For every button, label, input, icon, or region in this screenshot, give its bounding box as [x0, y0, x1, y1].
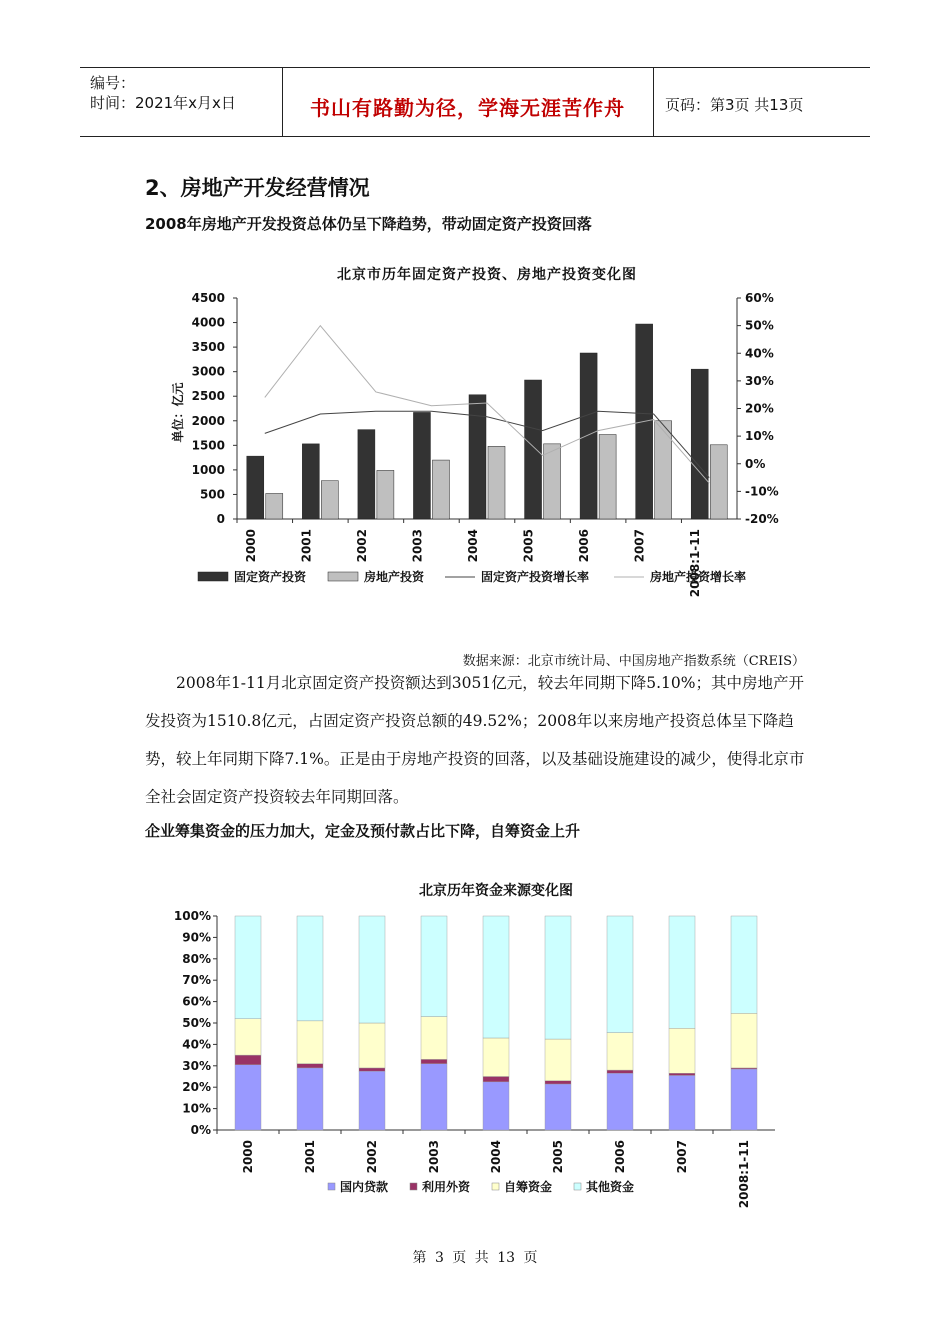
chart2-y-tick-label: 30%: [182, 1058, 211, 1073]
page-header: [80, 67, 870, 137]
chart1-bar-fixed-asset: [413, 412, 430, 519]
chart1-bar-fixed-asset: [247, 456, 264, 519]
chart2-bar-segment-2: [669, 1028, 695, 1073]
chart2-y-tick-label: 60%: [182, 994, 211, 1009]
chart1-title: 北京市历年固定资产投资、房地产投资变化图: [337, 267, 637, 283]
chart2-bar-segment-0: [669, 1075, 695, 1130]
chart2-legend-swatch: [410, 1183, 417, 1190]
chart2-bar-segment-0: [545, 1084, 571, 1130]
chart2-bar-segment-3: [669, 916, 695, 1028]
chart2-y-tick-label: 10%: [182, 1101, 211, 1116]
chart2-bar-segment-1: [545, 1081, 571, 1084]
chart2-y-tick-label: 40%: [182, 1037, 211, 1052]
chart2-bar-segment-2: [607, 1033, 633, 1070]
chart2-legend-label: 自筹资金: [504, 1180, 553, 1194]
chart2-bar-segment-0: [297, 1068, 323, 1130]
chart2-bar-segment-3: [545, 916, 571, 1039]
chart2-bar-segment-3: [731, 916, 757, 1013]
chart1-legend-label: 固定资产投资增长率: [481, 570, 590, 584]
chart1-right-tick-label: -10%: [745, 484, 779, 499]
chart2-bar-segment-2: [545, 1039, 571, 1081]
chart2-bar-segment-2: [359, 1023, 385, 1068]
chart2-bar-segment-2: [483, 1038, 509, 1077]
chart1-legend-label: 固定资产投资: [234, 570, 307, 584]
chart1-left-tick-label: 4000: [191, 315, 225, 330]
chart1-x-tick-label: 2005: [521, 529, 536, 563]
chart1-left-tick-label: 4500: [191, 291, 225, 305]
chart1-right-tick-label: 0%: [745, 456, 766, 471]
chart2-y-tick-label: 70%: [182, 973, 211, 988]
chart2-x-tick-label: 2001: [303, 1140, 317, 1174]
chart2-x-tick-label: 2008:1-11: [737, 1140, 751, 1209]
chart2-bar-segment-1: [359, 1068, 385, 1071]
chart1-bar-fixed-asset: [358, 430, 375, 519]
chart1-right-tick-label: 30%: [745, 373, 774, 388]
chart1-y-axis-label: 单位：亿元: [171, 382, 185, 443]
chart2-bar-segment-2: [297, 1021, 323, 1064]
chart2-y-tick-label: 20%: [182, 1080, 211, 1095]
chart2-y-tick-label: 50%: [182, 1016, 211, 1030]
chart2-legend-swatch: [492, 1183, 499, 1190]
chart1-x-tick-label: 2004: [466, 529, 480, 563]
chart1-right-tick-label: 40%: [745, 346, 774, 361]
chart1-bar-real-estate: [377, 470, 394, 519]
header-left-cell: [80, 68, 283, 136]
chart1-legend-label: 房地产投资增长率: [650, 570, 747, 584]
body-paragraph: 2008年1-11月北京固定资产投资额达到3051亿元，较去年同期下降5.10%；其中房地产开发投资为1510.8亿元，占固定资产投资总额的49.52%；2008年以来房地产投资总体呈下降趋势，较上年同期下降7.1%。正是由于房地产投资的回落，以及基础设施建设的减少，使得北京市全社会固定资产投资较去年同期回落。: [145, 674, 805, 806]
chart1-left-tick-label: 2000: [191, 413, 225, 428]
chart2-legend-label: 国内贷款: [340, 1180, 389, 1194]
chart1-x-tick-label: 2001: [299, 529, 314, 563]
chart1-left-tick-label: 500: [199, 487, 225, 502]
chart1-bar-real-estate: [266, 493, 283, 519]
chart1-bar-real-estate: [655, 421, 672, 519]
page-footer: 第 3 页 共 13 页: [412, 1250, 538, 1266]
chart2-bar-segment-0: [421, 1064, 447, 1130]
chart1-x-tick-label: 2006: [577, 529, 592, 563]
chart1-left-tick-label: 2500: [191, 389, 225, 404]
chart2-bar-segment-1: [421, 1059, 447, 1063]
chart1-x-tick-label: 2003: [410, 529, 425, 563]
chart1-bar-real-estate: [599, 435, 616, 519]
chart2-bar-segment-1: [607, 1070, 633, 1073]
chart1-x-tick-label: 2002: [354, 529, 369, 563]
chart1-bar-fixed-asset: [469, 395, 486, 519]
investment-chart: [160, 255, 800, 600]
chart1-bar-real-estate: [544, 444, 561, 519]
section-title: 2、房地产开发经营情况: [145, 176, 370, 200]
header-middle-cell: [282, 68, 654, 136]
chart1-left-tick-label: 0: [216, 512, 225, 526]
chart2-x-tick-label: 2002: [365, 1140, 379, 1174]
chart1-legend-label: 房地产投资: [364, 570, 425, 584]
chart2-bar-segment-0: [235, 1065, 261, 1130]
chart2-bar-segment-2: [421, 1017, 447, 1060]
chart2-x-tick-label: 2003: [427, 1140, 441, 1174]
chart1-bar-fixed-asset: [525, 380, 542, 519]
chart2-bar-segment-0: [607, 1073, 633, 1130]
chart1-bar-real-estate: [710, 445, 727, 519]
chart2-x-tick-label: 2004: [489, 1140, 503, 1174]
chart1-right-tick-label: 60%: [745, 291, 774, 305]
chart1-x-tick-label: 2000: [243, 529, 258, 563]
header-page-info: 页码：第3页 共13页: [665, 96, 804, 114]
data-source-note: 数据来源：北京市统计局、中国房地产指数系统（CREIS）: [462, 654, 805, 669]
fund-source-chart: [160, 875, 800, 1215]
chart1-bar-fixed-asset: [302, 444, 319, 519]
chart2-bar-segment-1: [297, 1064, 323, 1068]
chart2-x-tick-label: 2006: [613, 1140, 627, 1174]
header-motto: 书山有路勤为径，学海无涯苦作舟: [310, 96, 625, 120]
document-code-label: 编号：: [90, 74, 136, 92]
chart2-bar-segment-1: [669, 1073, 695, 1075]
chart1-right-tick-label: 20%: [745, 401, 774, 416]
chart2-bar-segment-3: [607, 916, 633, 1033]
chart2-legend-label: 其他资金: [586, 1180, 635, 1194]
chart2-y-tick-label: 0%: [190, 1123, 211, 1137]
chart1-x-tick-label: 2008:1-11: [688, 529, 703, 598]
document-time-label: 时间：2021年x月x日: [90, 94, 236, 112]
chart2-y-tick-label: 100%: [173, 909, 211, 923]
chart2-bar-segment-0: [483, 1082, 509, 1130]
chart1-bar-fixed-asset: [691, 369, 708, 519]
chart2-bar-segment-1: [235, 1055, 261, 1065]
chart2-title: 北京历年资金来源变化图: [419, 883, 573, 899]
chart1-x-tick-label: 2007: [632, 529, 647, 563]
header-right-cell: [653, 68, 870, 136]
chart1-legend-swatch: [328, 572, 358, 581]
chart1-legend-swatch: [198, 572, 228, 581]
chart2-y-tick-label: 90%: [182, 930, 211, 945]
chart2-bar-segment-2: [235, 1019, 261, 1055]
chart2-bar-segment-1: [483, 1077, 509, 1082]
chart2-x-tick-label: 2005: [551, 1140, 565, 1174]
chart2-x-tick-label: 2000: [241, 1140, 255, 1174]
chart1-right-tick-label: 50%: [745, 318, 774, 333]
chart1-subtitle: 2008年房地产开发投资总体仍呈下降趋势，带动固定资产投资回落: [145, 215, 592, 233]
chart1-left-tick-label: 3500: [191, 340, 225, 355]
chart1-left-tick-label: 1500: [191, 438, 225, 453]
chart2-bar-segment-3: [359, 916, 385, 1023]
chart2-bar-segment-3: [483, 916, 509, 1038]
chart2-bar-segment-0: [359, 1071, 385, 1130]
chart1-right-tick-label: -20%: [745, 512, 779, 526]
chart1-right-tick-label: 10%: [745, 429, 774, 444]
chart2-bar-segment-3: [421, 916, 447, 1017]
chart2-legend-label: 利用外资: [422, 1180, 471, 1194]
chart1-bar-real-estate: [432, 460, 449, 519]
chart2-legend-swatch: [574, 1183, 581, 1190]
chart2-bar-segment-3: [235, 916, 261, 1019]
chart1-left-tick-label: 1000: [191, 462, 225, 477]
chart2-bar-segment-0: [731, 1069, 757, 1130]
chart2-x-tick-label: 2007: [675, 1140, 689, 1174]
chart1-bar-real-estate: [488, 446, 505, 519]
chart2-bar-segment-3: [297, 916, 323, 1021]
chart2-subtitle: 企业筹集资金的压力加大，定金及预付款占比下降，自筹资金上升: [145, 822, 581, 840]
chart2-bar-segment-2: [731, 1013, 757, 1068]
chart2-legend-swatch: [328, 1183, 335, 1190]
chart1-left-tick-label: 3000: [191, 364, 225, 379]
chart2-y-tick-label: 80%: [182, 951, 211, 966]
chart1-bar-real-estate: [321, 481, 338, 519]
chart1-bar-fixed-asset: [580, 353, 597, 519]
